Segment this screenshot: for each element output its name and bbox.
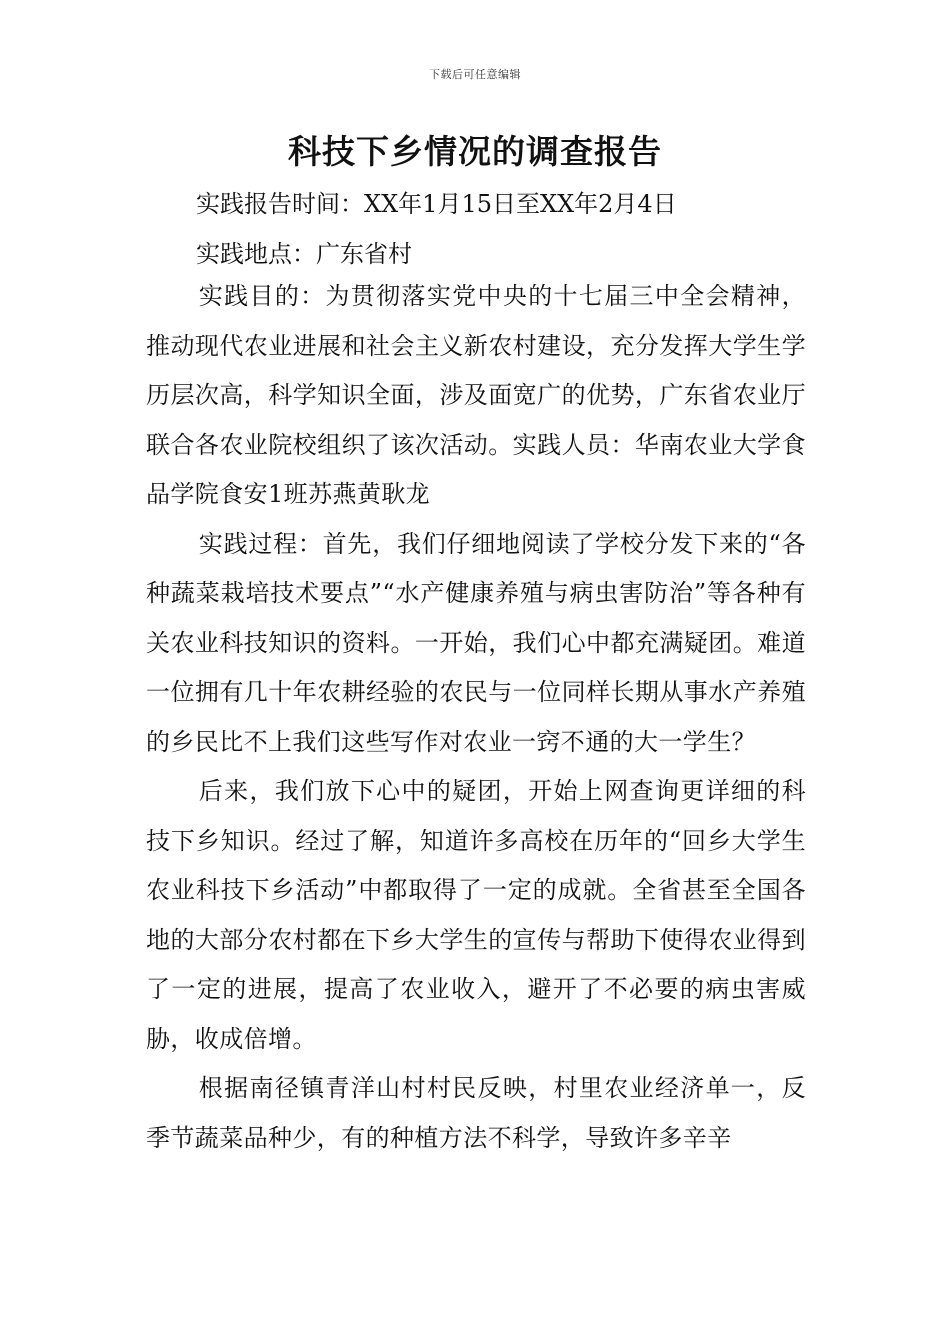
paragraph-village-feedback: 根据南径镇青洋山村村民反映，村里农业经济单一，反季节蔬菜品种少，有的种植方法不科学，导致许多辛辛 bbox=[146, 1074, 806, 1152]
report-place-line: 实践地点：广东省村 bbox=[196, 240, 412, 268]
document-title: 科技下乡情况的调查报告 bbox=[288, 132, 662, 171]
header-note: 下载后可任意编辑 bbox=[429, 68, 521, 81]
report-time-line: 实践报告时间：XX年1月15日至XX年2月4日 bbox=[196, 190, 677, 218]
paragraph-purpose: 实践目的：为贯彻落实党中央的十七届三中全会精神，推动现代农业进展和社会主义新农村建设，充分发挥大学生学历层次高，科学知识全面，涉及面宽广的优势，广东省农业厅联合各农业院校组织了该次活动。实践人员：华南农业大学食品学院食安1班苏燕黄耿龙 bbox=[146, 282, 806, 508]
document-body bbox=[146, 272, 806, 1163]
paragraph-process: 实践过程：首先，我们仔细地阅读了学校分发下来的“各种蔬菜栽培技术要点”“水产健康养殖与病虫害防治”等各种有关农业科技知识的资料。一开始，我们心中都充满疑团。难道一位拥有几十年农耕经验的农民与一位同样长期从事水产养殖的乡民比不上我们这些写作对农业一窍不通的大一学生？ bbox=[146, 529, 806, 756]
paragraph-research: 后来，我们放下心中的疑团，开始上网查询更详细的科技下乡知识。经过了解，知道许多高校在历年的“回乡大学生农业科技下乡活动”中都取得了一定的成就。全省甚至全国各地的大部分农村都在下乡大学生的宣传与帮助下使得农业得到了一定的进展，提高了农业收入，避开了不必要的病虫害威胁，收成倍增。 bbox=[146, 777, 806, 1053]
